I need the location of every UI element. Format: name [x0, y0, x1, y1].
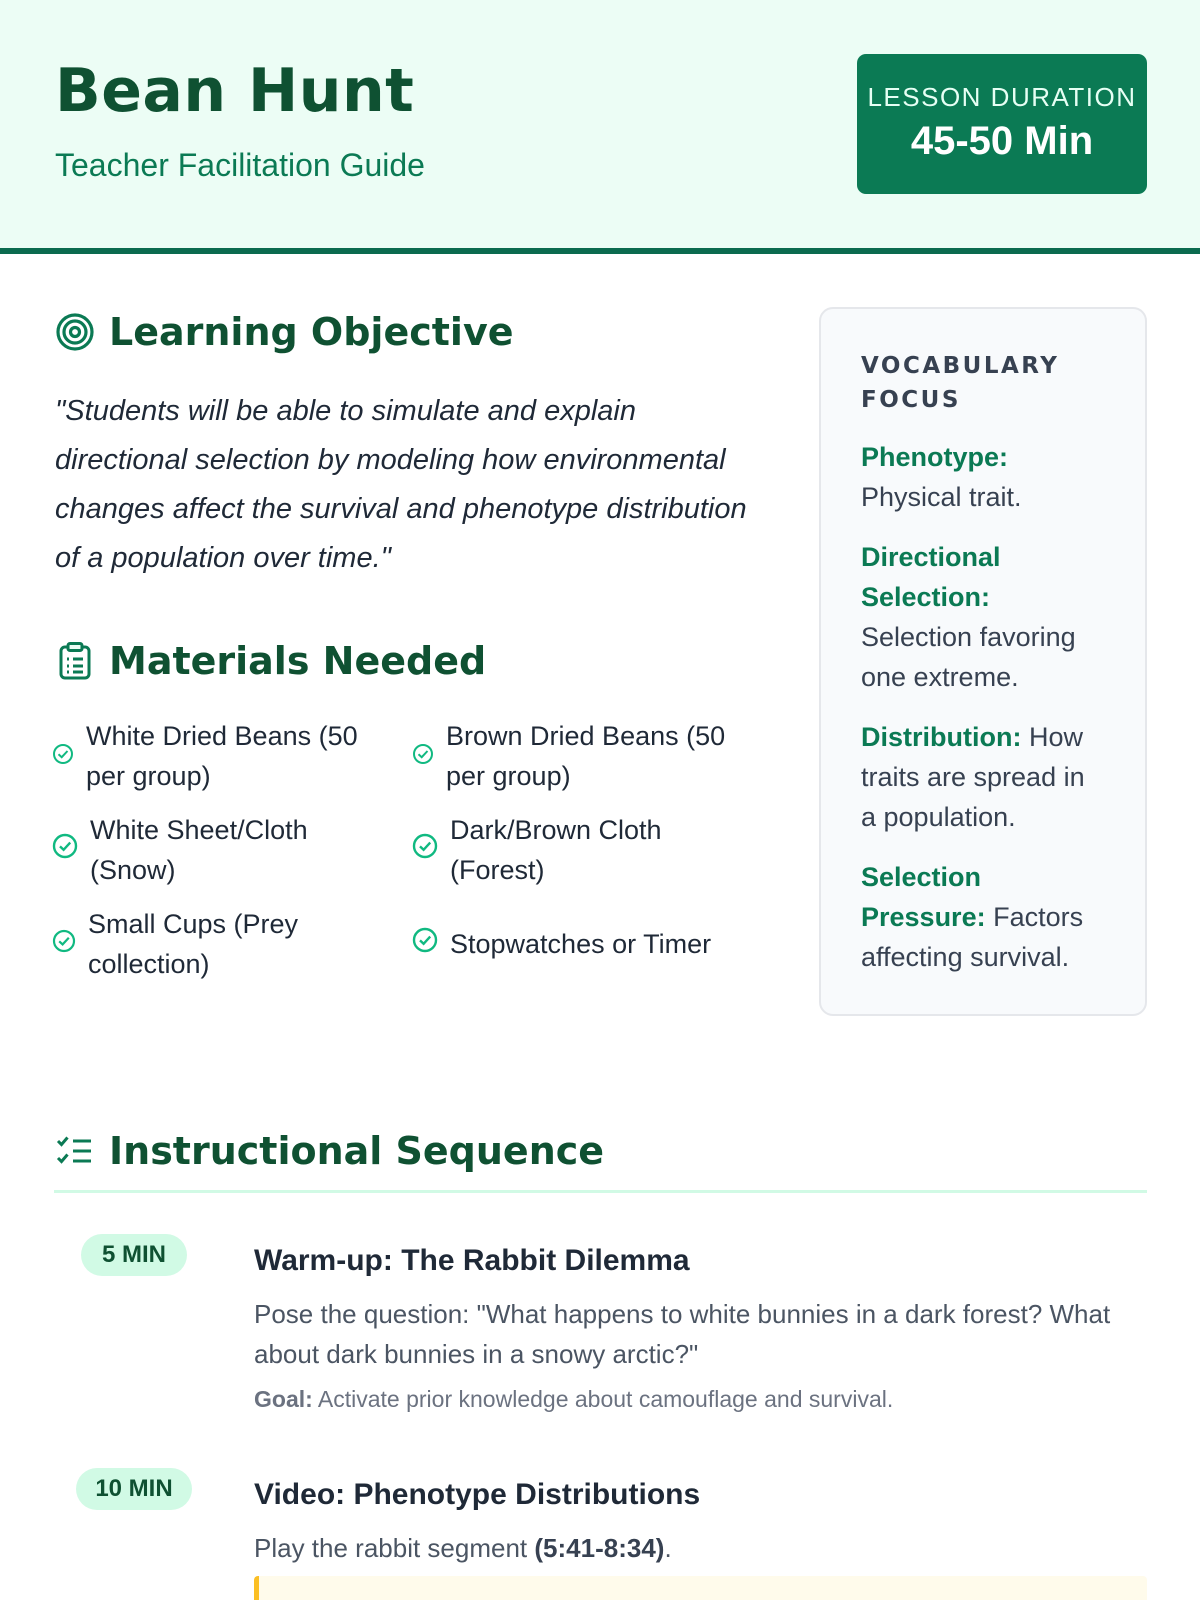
vocab-entry [861, 537, 1107, 697]
vocab-entry [861, 437, 1107, 517]
list-item [412, 904, 772, 984]
check-circle-icon [52, 830, 78, 870]
material-text: Brown Dried Beans (50 per group) [446, 721, 726, 791]
check-circle-icon [412, 736, 434, 776]
time-badge: 5 MIN [81, 1234, 187, 1276]
duration-value: 45-50 Min [910, 119, 1094, 163]
vocab-entry [861, 717, 1107, 837]
description-prefix: Play the rabbit segment [254, 1533, 535, 1563]
step-description: Pose the question: "What happens to white bunnies in a dark forest? What about dark bunnies in a snowy arctic?" [254, 1299, 1111, 1369]
instructional-sequence-heading [55, 1129, 604, 1173]
list-item [52, 904, 412, 984]
material-text: Dark/Brown Cloth (Forest) [450, 815, 662, 885]
learning-objective-heading [55, 310, 514, 354]
duration-label: LESSON DURATION [867, 82, 1137, 112]
step-goal [254, 1386, 1134, 1413]
list-item [52, 716, 412, 796]
callout-box [254, 1576, 1147, 1600]
vocab-term: Phenotype: [861, 442, 1009, 472]
target-icon [55, 312, 95, 352]
time-badge: 10 MIN [76, 1468, 192, 1510]
material-text: Stopwatches or Timer [450, 929, 712, 959]
section-divider [54, 1190, 1147, 1193]
vocab-definition: Factors affecting survival. [861, 902, 1084, 972]
step-title: Warm-up: The Rabbit Dilemma [254, 1244, 690, 1277]
learning-objective-title: Learning Objective [109, 310, 514, 354]
goal-text: Activate prior knowledge about camouflage and survival. [317, 1386, 894, 1412]
lesson-duration-box [857, 54, 1147, 194]
step-description [254, 1528, 1134, 1568]
objective-text: "Students will be able to simulate and explain directional selection by modeling how environmental changes affect the survival and phenotype distribution of a population over time." [55, 395, 747, 574]
description-suffix: . [664, 1533, 672, 1563]
goal-label: Goal: [254, 1386, 313, 1412]
vocab-definition: Physical trait. [861, 482, 1022, 512]
vocab-term: Directional Selection: [861, 542, 1001, 612]
vocab-term: Distribution: [861, 722, 1022, 752]
vocab-definition: How traits are spread in a population. [861, 722, 1085, 832]
list-item [412, 716, 772, 796]
header [0, 0, 1200, 254]
materials-heading [55, 639, 486, 683]
vocabulary-card [819, 307, 1147, 1016]
materials-list [52, 716, 772, 984]
page-subtitle: Teacher Facilitation Guide [55, 147, 425, 183]
list-item [52, 810, 412, 890]
material-text: White Sheet/Cloth (Snow) [90, 815, 308, 885]
material-text: White Dried Beans (50 per group) [86, 721, 358, 791]
page-title: Bean Hunt [55, 56, 415, 126]
vocab-definition: Selection favoring one extreme. [861, 622, 1076, 692]
check-circle-icon [412, 924, 438, 964]
video-timestamp: (5:41-8:34) [534, 1533, 665, 1563]
checklist-icon [55, 1131, 95, 1171]
instructional-sequence-title: Instructional Sequence [109, 1129, 605, 1173]
check-circle-icon [412, 830, 438, 870]
vocab-entry [861, 857, 1107, 977]
vocabulary-title: VOCABULARY FOCUS [861, 353, 1060, 413]
check-circle-icon [52, 736, 74, 776]
vocab-term: Selection Pressure: [861, 862, 986, 932]
step-title: Video: Phenotype Distributions [254, 1478, 701, 1511]
list-item [412, 810, 772, 890]
material-text: Small Cups (Prey collection) [88, 909, 299, 979]
clipboard-icon [55, 641, 95, 681]
check-circle-icon [52, 924, 76, 964]
materials-title: Materials Needed [109, 639, 487, 683]
